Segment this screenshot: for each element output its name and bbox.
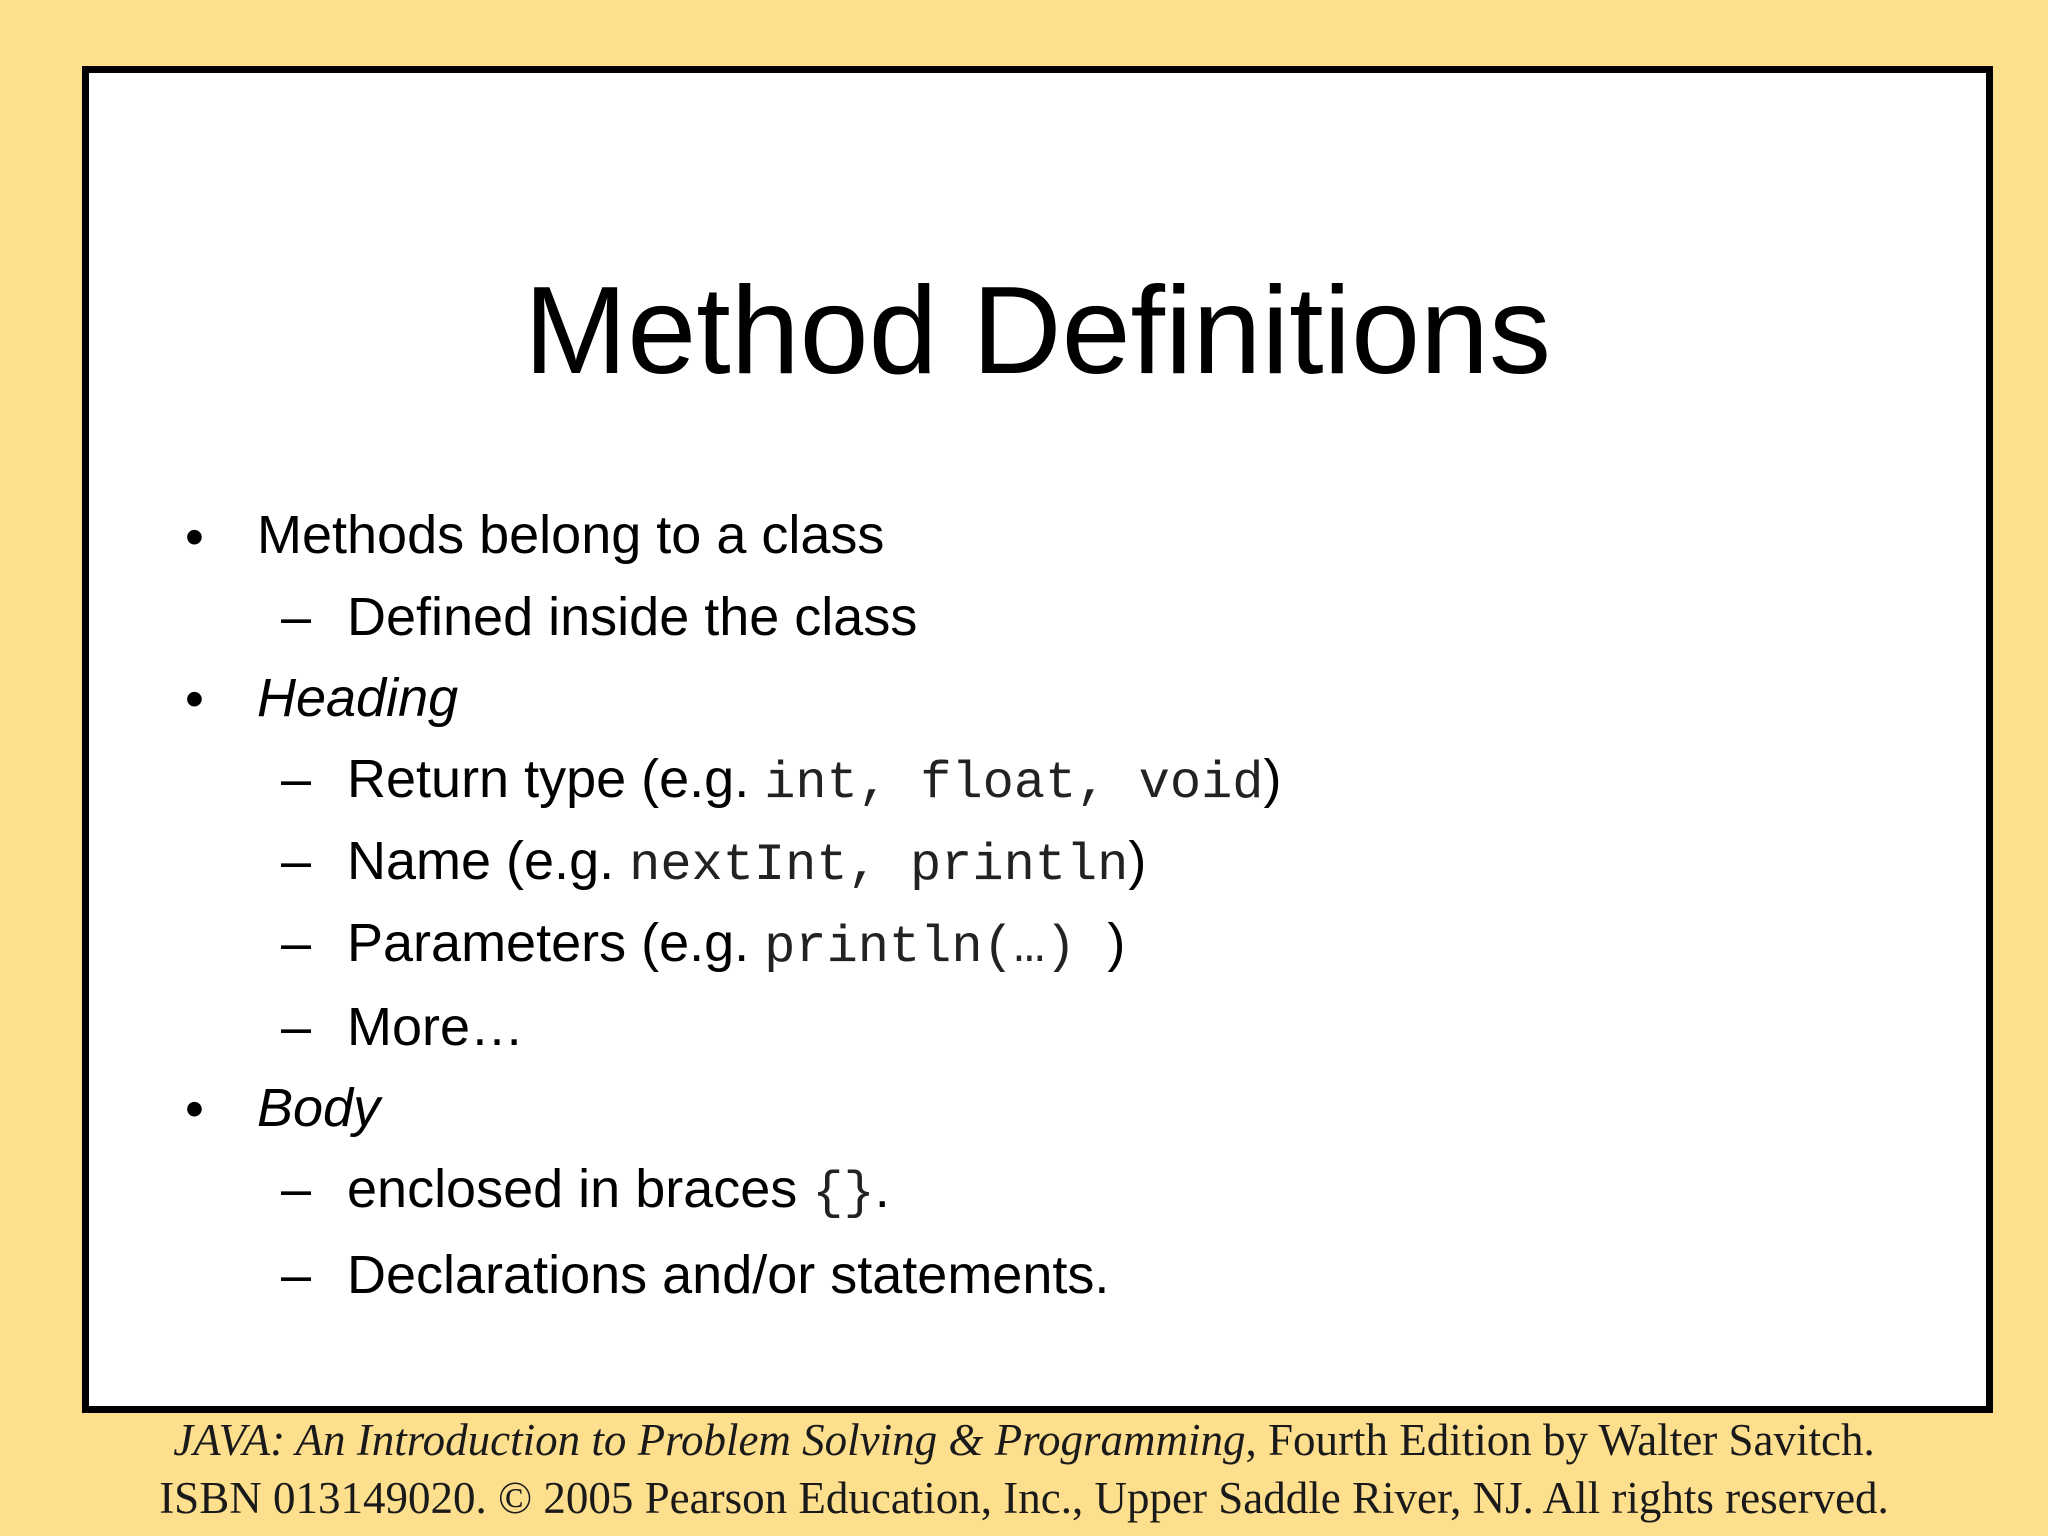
slide-title: Method Definitions [524,262,1551,400]
sub-bullet-item: Declarations and/or statements. [347,1245,1110,1305]
sub-bullet-suffix: . [874,1159,890,1219]
sub-bullet-item [347,831,1146,896]
sub-bullet-prefix: Return type (e.g. [347,749,765,809]
bullet-marker: • [185,507,204,567]
sub-bullet-marker: – [281,913,312,973]
bullet-item: Heading [257,668,459,728]
code-snippet: int, float, void [764,754,1264,813]
sub-bullet-suffix: ) [1263,749,1282,809]
footer-edition-author: , Fourth Edition by Walter Savitch. [1245,1415,1875,1465]
sub-bullet-prefix: Name (e.g. [347,831,630,891]
sub-bullet-marker: – [281,1159,312,1219]
footer-citation-line-1 [0,1412,2048,1468]
sub-bullet-prefix: Parameters (e.g. [347,913,765,973]
sub-bullet-marker: – [281,749,312,809]
sub-bullet-marker: – [281,587,312,647]
sub-bullet-prefix: enclosed in braces [347,1159,813,1219]
sub-bullet-suffix: ) [1128,831,1147,891]
footer-book-title: JAVA: An Introduction to Problem Solving & Programming [173,1415,1246,1465]
sub-bullet-item: More… [347,997,525,1057]
sub-bullet-marker: – [281,831,312,891]
slide-frame [82,66,1993,1413]
sub-bullet-item [347,1159,890,1224]
sub-bullet-item [347,749,1281,814]
bullet-marker: • [185,1079,204,1139]
code-snippet: println(…) [764,918,1108,977]
bullet-item: Methods belong to a class [257,505,885,565]
sub-bullet-suffix: ) [1107,913,1126,973]
sub-bullet-item [347,913,1125,978]
bullet-marker: • [185,669,204,729]
sub-bullet-item: Defined inside the class [347,587,918,647]
sub-bullet-marker: – [281,997,312,1057]
bullet-item: Body [257,1078,381,1138]
code-snippet: {} [812,1164,875,1223]
code-snippet: nextInt, println [629,836,1129,895]
sub-bullet-marker: – [281,1245,312,1305]
bullet-list [89,73,1986,1406]
footer-copyright-line: ISBN 013149020. © 2005 Pearson Education, Inc., Upper Saddle River, NJ. All rights reserved. [159,1473,1889,1523]
